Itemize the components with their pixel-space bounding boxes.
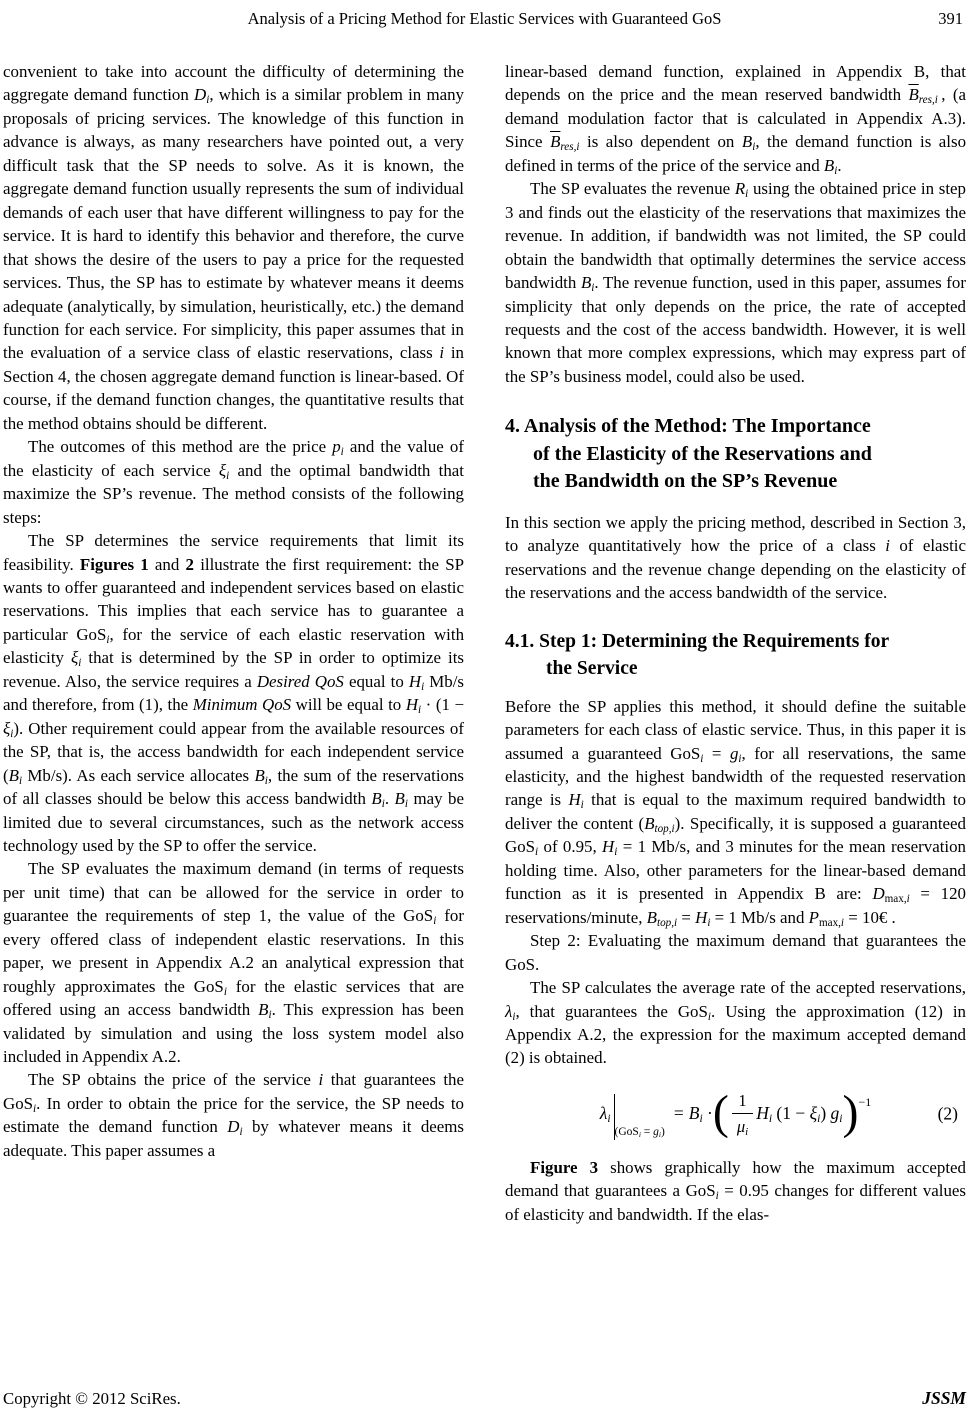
paragraph: The outcomes of this method are the price $p_i$ and the value of the elasticity of each service $\xi_i$ and the optimal bandwidth that maximize the SP’s revenue. The method consists of the following steps: xyxy=(3,437,464,527)
equation-number: (2) xyxy=(937,1103,958,1124)
fraction-denominator: $\mu_i$ xyxy=(732,1113,753,1138)
section-4-heading: 4. Analysis of the Method: The Importance of the Elasticity of the Reservations and the Bandwidth on the SP’s Revenue xyxy=(505,415,872,493)
paragraph: linear-based demand function, explained in Appendix B, that depends on the price and the mean reserved bandwidth $\overline{B}_{res,i}$ , (a demand modulation factor that is calculated in Appendix A.3). Since $\overline{B}_{res,i}$ is also dependent on $B_i$, the demand function is also defined in terms of the price of the service and $B_i$. xyxy=(505,62,967,177)
paragraph: The SP determines the service requirements that limit its feasibility. Figures 1 and 2 illustrate the first requirement: the SP wants to offer guaranteed and independent services based on elastic reservations. This implies that each service has to guarantee a particular GoS$_i$, for the service of each elastic reservation with elasticity $\xi_i$ that is determined by the SP in order to optimize its revenue. Also, the service requires a Desired QoS equal to $H_i$ Mb/s and therefore, from (1), the Minimum QoS will be equal to $H_i \cdot (1 - \xi_i)$. Other requirement could appear from the available resources of the SP, that is, the access bandwidth for each independent service ($B_i$ Mb/s). As each service allocates $B_i$, the sum of the reservations of all classes should be below this access bandwidth $B_i$. $B_i$ may be limited due to several circumstances, such as the network access technology used by the SP to offer the service. xyxy=(3,531,465,855)
paragraph: In this section we apply the pricing method, described in Section 3, to analyze quantitatively how the price of a class i of elastic reservations and the revenue change depending on the elasticity of the reservations and the access bandwidth of the service. xyxy=(505,512,966,603)
equation-body: $\lambda_i$ $(GoS_i = g_i)$ = $B_i$ · ( $\frac{1}{\mu_i}$ $H_i$ $(1 - \xi_i)$ $g_i$ ) −1 xyxy=(600,1089,872,1139)
paragraph: The SP calculates the average rate of the accepted reservations, $\lambda_i$, that guarantees the GoS$_i$. Using the approximation (12) in Appendix A.2, the expression for the maximum accepted demand (2) is obtained. xyxy=(505,978,966,1068)
paragraph: The SP evaluates the revenue $R_i$ using the obtained price in step 3 and finds out the elasticity of the reservations that maximizes the revenue. In addition, if bandwidth was not limited, the SP could obtain the bandwidth that optimally determines the service access bandwidth $B_i$. The revenue function, used in this paper, assumes for simplicity that only depends on the price, the rate of accepted requests and the cost of the access bandwidth. However, it is well known that more complex expressions, which may express part of the SP’s business model, could also be used. xyxy=(505,179,966,386)
equation-terms: $H_i$ $(1 - \xi_i)$ $g_i$ xyxy=(756,1103,843,1126)
equation-condition: $(GoS_i = g_i)$ xyxy=(614,1126,665,1140)
equation-lhs-lambda: $\lambda_i$ xyxy=(599,1103,611,1126)
journal-abbreviation: JSSM xyxy=(922,1388,966,1408)
running-header xyxy=(3,8,966,32)
equals-sign: = xyxy=(673,1103,684,1124)
equation-coefficient: $B_i$ · xyxy=(688,1103,713,1126)
right-column xyxy=(505,60,966,1226)
fraction-numerator: 1 xyxy=(738,1090,747,1110)
copyright-notice: Copyright © 2012 SciRes. xyxy=(3,1389,181,1408)
left-column xyxy=(3,60,464,1226)
paragraph: The SP obtains the price of the service i that guarantees the GoS$_i$. In order to obtain the price for the service, the SP needs to estimate the demand function $D_i$ by whatever means it deems adequate. This paper assumes a xyxy=(3,1070,464,1160)
paragraph: The SP evaluates the maximum demand (in terms of requests per unit time) that can be allowed for the service in order to guarantee the requirements of step 1, the value of the GoS$_i$ for every offered class of independent elastic reservations. In this paper, we present in Appendix A.2 an analytical expression that roughly approximates the GoS$_i$ for the elastic services that are offered using an access bandwidth $B_i$. This expression has been validated by simulation and using the loss system model also included in Appendix A.2. xyxy=(3,859,464,1067)
subsection-4-1-heading: 4.1. Step 1: Determining the Requirements for the Service xyxy=(505,630,890,679)
equation-2 xyxy=(505,1076,966,1152)
running-title: Analysis of a Pricing Method for Elastic Services with Guaranteed GoS xyxy=(247,9,722,28)
paragraph: Step 2: Evaluating the maximum demand that guarantees the GoS. xyxy=(505,931,966,974)
exponent: −1 xyxy=(858,1094,872,1109)
two-column-body xyxy=(3,60,966,1226)
fraction xyxy=(732,1089,753,1139)
page-number: 391 xyxy=(938,9,963,28)
paragraph: Before the SP applies this method, it should define the suitable parameters for each class of elastic service. Thus, in this paper it is assumed a guaranteed $GoS_i = g_i$, for all reservations, the same elasticity, and the highest bandwidth of the requested reservation range is $H_i$ that is equal to the maximum required bandwidth to deliver the content $(B_{top,i})$. Specifically, it is supposed a guaranteed GoS$_i$ of 0.95, $H_i = 1$ Mb/s, and 3 minutes for the mean reservation holding time. Also, other parameters for the linear-based demand function as it is presented in Appendix B are: $D_{max,i} = 120$ reservations/minute, $B_{top,i} = H_i = 1$ Mb/s and $P_{max,i}$ = 10€ . xyxy=(505,696,966,929)
paragraph: Figure 3 shows graphically how the maximum accepted demand that guarantees a GoS$_i$ = 0.95 changes for different values of elasticity and bandwidth. If the elas- xyxy=(505,1157,966,1224)
paragraph: convenient to take into account the difficulty of determining the aggregate demand function $D_i$, which is a similar problem in many proposals of pricing services. The knowledge of this function in advance is always, as many researchers have pointed out, a very difficult task that the SP needs to solve. As it is known, the aggregate demand function usually represents the sum of individual demands of each user that have different willingness to pay for the service. It is hard to identify this behavior and therefore, the curve that shows the desire of the users to pay a price for the requested services. Thus, the SP has to estimate by whatever means it deems adequate (analytically, by simulation, heuristically, etc.) the demand function for each service. For simplicity, this paper assumes that in the evaluation of a service class of elastic reservations, class i in Section 4, the chosen aggregate demand function is linear-based. Of course, if the demand function changes, the quantitative results that the method obtains should be different. xyxy=(3,62,464,433)
page-footer xyxy=(3,1388,966,1409)
